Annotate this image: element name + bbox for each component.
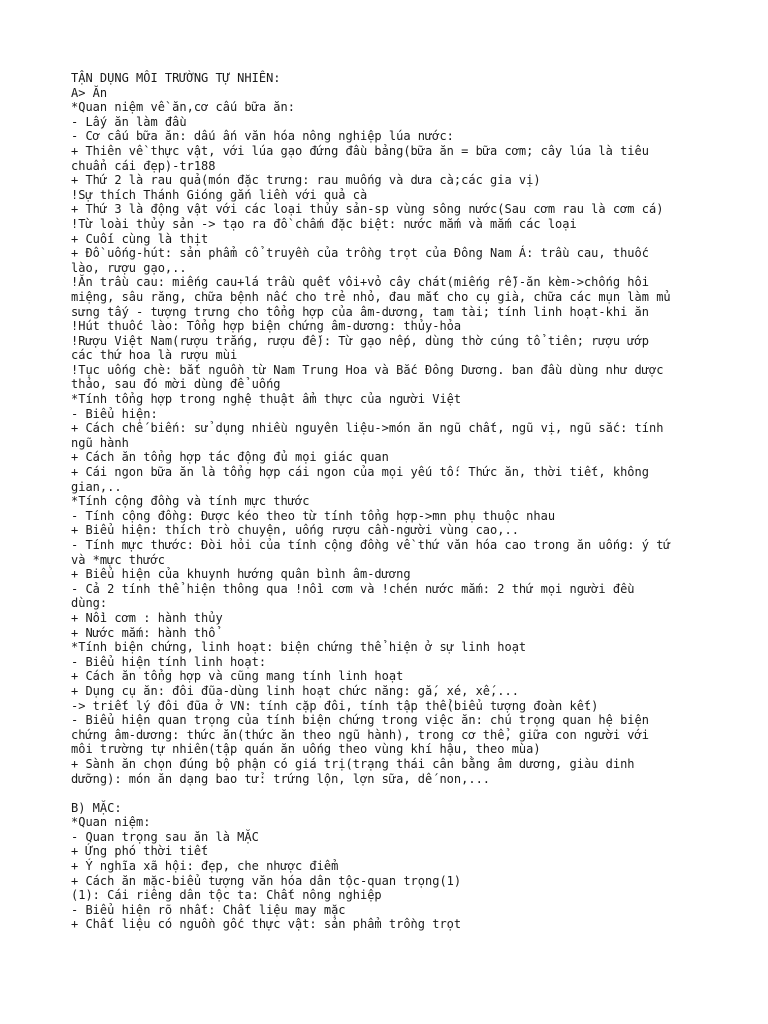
text-line: + Nước mắm: hành thổ xyxy=(71,625,216,640)
text-line: + Thiên về thực vật, với lúa gạo đứng đầu bảng(bữa ăn = bữa cơm; cây lúa là tiêu xyxy=(71,143,649,158)
text-line: - Biểu hiện rõ nhất: Chất liệu may mặc xyxy=(71,902,346,917)
text-line: gian,.. xyxy=(71,479,122,494)
text-line xyxy=(71,786,699,801)
text-line: !Sự thích Thánh Gióng gắn liền với quả cà xyxy=(71,187,368,202)
text-line: + Dụng cụ ăn: đôi đũa-dùng linh hoạt chức năng: gắ, xé, xế,... xyxy=(71,683,519,698)
text-line: -> triết lý đôi đũa ở VN: tính cặp đôi, tính tập thể(biểu tượng đoàn kết) xyxy=(71,698,599,713)
text-line: + Ứng phó thời tiết xyxy=(71,844,209,859)
text-line: *Quan niệm: xyxy=(71,815,151,830)
text-line: + Thứ 2 là rau quả(món đặc trưng: rau muống và dưa cà;các gia vị) xyxy=(71,173,541,188)
document-body xyxy=(71,71,699,932)
text-line: các thứ hoa là rượu mùi xyxy=(71,348,238,363)
text-line: + Cách ăn mặc-biểu tượng văn hóa dân tộc-quan trọng(1) xyxy=(71,873,462,888)
text-line: !Tục uống chè: bắt nguồn từ Nam Trung Hoa và Bắc Đông Dương. ban đầu dùng như dược xyxy=(71,362,664,377)
text-line: + Sành ăn chọn đúng bộ phận có giá trị(trạng thái cân bằng âm dương, giàu dinh xyxy=(71,756,635,771)
text-line: *Tính cộng đồng và tính mực thước xyxy=(71,494,310,509)
text-line: ngũ hành xyxy=(71,435,129,450)
text-line: + Thứ 3 là động vật với các loại thủy sản-sp vùng sông nước(Sau cơm rau là cơm cá) xyxy=(71,202,664,217)
text-line: TẬN DỤNG MÔI TRƯỜNG TỰ NHIÊN: xyxy=(71,71,281,85)
text-line: + Biểu hiện: thích trò chuyện, uống rượu cần-người vùng cao,.. xyxy=(71,523,519,538)
text-line: + Cách ăn tổng hợp tác động đủ mọi giác quan xyxy=(71,450,389,465)
text-line: miệng, sâu răng, chữa bệnh nấc cho trẻ nhỏ, đau mắt cho cụ già, chữa các mụn làm mủ xyxy=(71,289,671,304)
text-line: - Quan trọng sau ăn là MẶC xyxy=(71,829,259,844)
text-line: - Lấy ăn làm đầu xyxy=(71,114,187,129)
text-line: *Tính tổng hợp trong nghệ thuật ẩm thực của người Việt xyxy=(71,392,462,407)
text-line: *Quan niệm về ăn,cơ cấu bữa ăn: xyxy=(71,100,295,115)
text-line: + Cái ngon bữa ăn là tổng hợp cái ngon của mọi yếu tố: Thức ăn, thời tiết, không xyxy=(71,465,649,480)
text-line: + Đồ uống-hút: sản phẩm cổ truyền của trồng trọt của Đông Nam Á: trầu cau, thuốc xyxy=(71,246,649,261)
text-line: *Tính biện chứng, linh hoạt: biện chứng thể hiện ở sự linh hoạt xyxy=(71,640,527,655)
text-line: !Hút thuốc lào: Tổng hợp biện chứng âm-dương: thủy-hỏa xyxy=(71,319,462,334)
text-line: !Từ loài thủy sản -> tạo ra đồ chấm đặc biệt: nước mắm và mắm các loại xyxy=(71,216,577,231)
text-line: - Tính cộng đồng: Được kéo theo từ tính tổng hợp->mn phụ thuộc nhau xyxy=(71,508,556,523)
text-line: và *mực thước xyxy=(71,552,165,567)
text-line: sưng tấy - tượng trưng cho tổng hợp của âm-dương, tam tài; tính linh hoạt-khi ăn xyxy=(71,304,649,319)
text-line: chứng âm-dương: thức ăn(thức ăn theo ngũ hành), trong cơ thể, giữa con người với xyxy=(71,727,649,742)
text-line: - Biểu hiện quan trọng của tính biện chứng trong việc ăn: chú trọng quan hệ biện xyxy=(71,713,649,728)
text-line: + Cách chế biến: sử dụng nhiều nguyên liệu->món ăn ngũ chất, ngũ vị, ngũ sắc: tính xyxy=(71,421,664,436)
text-line: - Biểu hiện tính linh hoạt: xyxy=(71,654,267,669)
text-line: dùng: xyxy=(71,596,108,611)
text-line: môi trường tự nhiên(tập quán ăn uống theo vùng khí hậu, theo mùa) xyxy=(71,742,541,757)
text-line: !Rượu Việt Nam(rượu trắng, rượu đế): Từ gạo nếp, dùng thờ cúng tổ tiên; rượu ướp xyxy=(71,333,649,348)
text-line: chuẩn cái đẹp)-tr188 xyxy=(71,158,216,173)
text-line: - Biểu hiện: xyxy=(71,406,158,421)
text-line: thảo, sau đó mời dùng để uống xyxy=(71,377,281,392)
text-line: + Cách ăn tổng hợp và cũng mang tính linh hoạt xyxy=(71,669,404,684)
text-line: !Ăn trầu cau: miếng cau+lá trầu quết vôi+vỏ cây chát(miếng rễ)-ăn kèm->chống hôi xyxy=(71,275,649,290)
text-line: + Cuối cùng là thịt xyxy=(71,231,209,246)
text-line: (1): Cái riêng dân tộc ta: Chất nông nghiệp xyxy=(71,888,382,903)
text-line: + Chất liệu có nguồn gốc thực vật: sản phẩm trồng trọt xyxy=(71,917,462,932)
text-line: lào, rượu gạo,.. xyxy=(71,260,187,275)
text-line: dưỡng): món ăn dạng bao tử: trứng lộn, lợn sữa, dế non,... xyxy=(71,771,491,786)
text-line: - Tính mực thước: Đòi hỏi của tính cộng đồng về thứ văn hóa cao trong ăn uống: ý tứ xyxy=(71,538,671,552)
text-line: - Cả 2 tính thể hiện thông qua !nồi cơm và !chén nước mắm: 2 thứ mọi người đều xyxy=(71,581,635,596)
text-line: + Biểu hiện của khuynh hướng quân bình âm-dương xyxy=(71,567,411,582)
text-line: + Nồi cơm : hành thủy xyxy=(71,610,223,625)
text-line: + Ý nghĩa xã hội: đẹp, che nhược điểm xyxy=(71,859,339,874)
text-line: - Cơ cấu bữa ăn: dấu ấn văn hóa nông nghiệp lúa nước: xyxy=(71,129,454,144)
text-line: A> Ăn xyxy=(71,85,108,100)
text-line: B) MẶC: xyxy=(71,800,122,815)
